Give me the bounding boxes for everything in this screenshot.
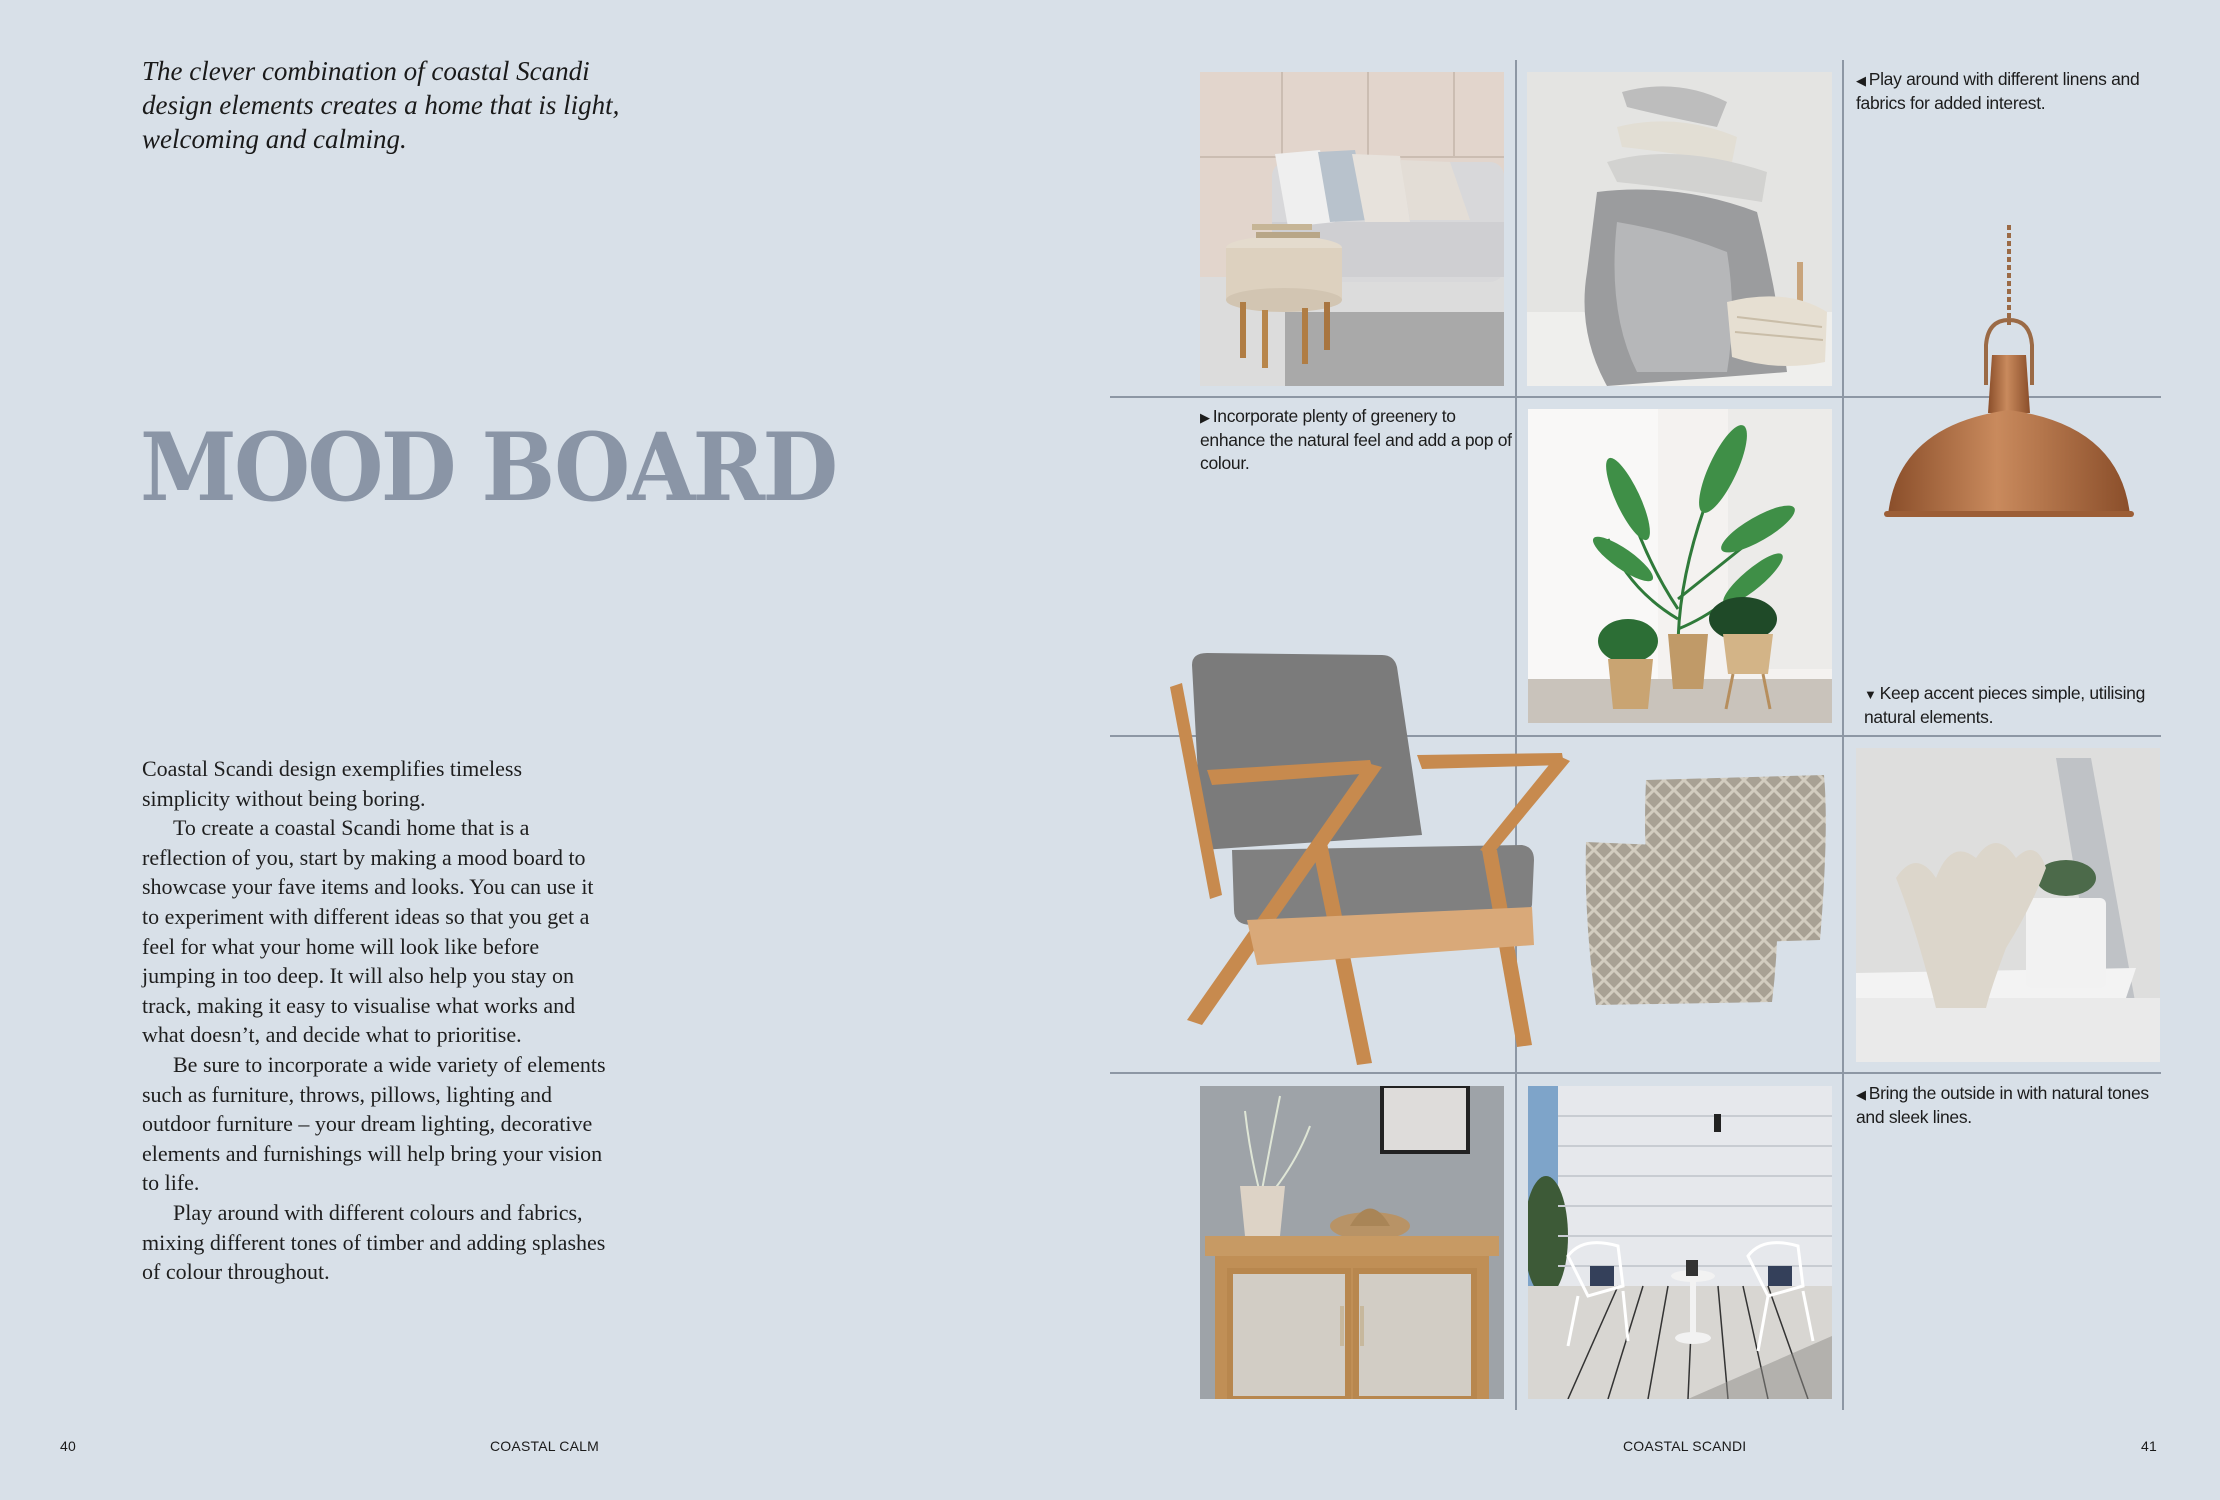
caption-accent-pieces: ▼ Keep accent pieces simple, utilising natural elements.: [1864, 683, 2146, 727]
intro-standfirst: The clever combination of coastal Scandi design elements creates a home that is light, welcoming and calming.: [142, 56, 620, 154]
arrow-right-icon: ▶: [1200, 410, 1210, 425]
page-number-left: 40: [60, 1438, 76, 1454]
caption-linens: ◀ Play around with different linens and fabrics for added interest.: [1856, 69, 2140, 113]
caption-outside-in: ◀ Bring the outside in with natural tones and sleek lines.: [1856, 1083, 2149, 1127]
outdoor-patio-photo: [1528, 1086, 1832, 1399]
body-paragraph-1: Coastal Scandi design exemplifies timeless simplicity without being boring.: [142, 756, 523, 811]
running-head-left: COASTAL CALM: [490, 1438, 599, 1454]
linen-pillows-throw-photo: [1527, 72, 1832, 386]
body-paragraph-3: Be sure to incorporate a wide variety of elements such as furniture, throws, pillows, lighting and outdoor furniture – your dream lighting, decorative elements and furnishings will help bring your vision to life.: [142, 1051, 606, 1196]
living-room-ottoman-sofa-photo: [1200, 72, 1504, 386]
caption-greenery: ▶ Incorporate plenty of greenery to enhance the natural feel and add a pop of colour.: [1200, 406, 1512, 473]
timber-armchair: [1162, 645, 1582, 1065]
arrow-left-icon: ◀: [1856, 73, 1866, 88]
grid-rule-h3: [1110, 1072, 2161, 1074]
body-paragraph-4: Play around with different colours and fabrics, mixing different tones of timber and adding splashes of colour throughout.: [142, 1199, 606, 1285]
timber-sideboard-photo: [1200, 1086, 1504, 1399]
body-copy: [142, 754, 612, 1287]
page-title: MOOD BOARD: [140, 413, 836, 523]
copper-pendant-light: [1868, 225, 2148, 525]
page-number-right: 41: [2141, 1438, 2157, 1454]
running-head-right: COASTAL SCANDI: [1623, 1438, 1747, 1454]
body-paragraph-2: To create a coastal Scandi home that is a reflection of you, start by making a mood board to showcase your fave items and looks. You can use it to experiment with different ideas so that you get a feel for what your home will look like before jumping in too deep. It will also help you stay on track, making it easy to visualise what works and what doesn’t, and decide what to prioritise.: [142, 815, 594, 1048]
arrow-down-icon: ▼: [1864, 687, 1877, 702]
arrow-left-icon: ◀: [1856, 1087, 1866, 1102]
coral-shelf-photo: [1856, 748, 2160, 1062]
grid-rule-v2: [1842, 60, 1844, 1410]
macrame-cushions: [1584, 770, 1834, 1010]
